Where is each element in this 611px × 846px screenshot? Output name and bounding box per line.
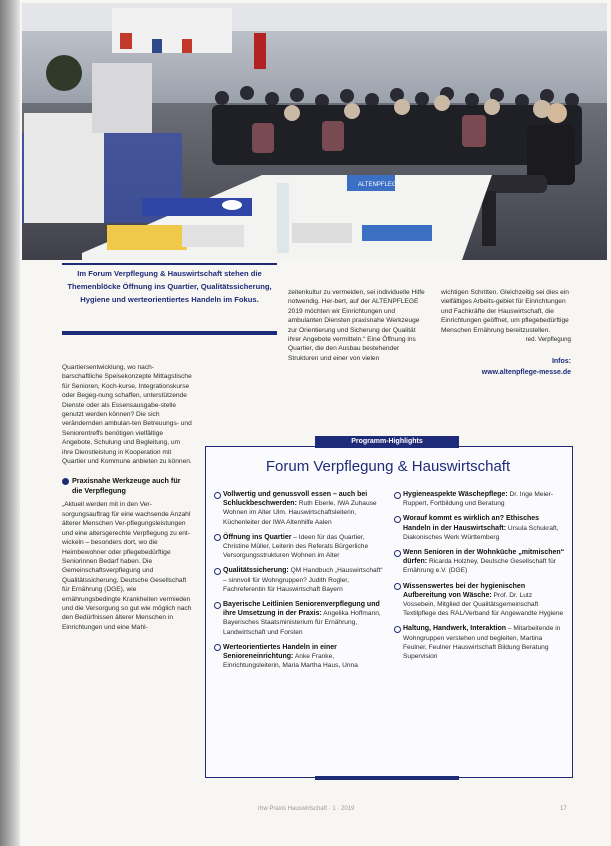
- highlight-title: Werteorientiertes Handeln in einer Senioreneinrichtung:: [223, 643, 337, 661]
- highlight-title: Qualitätssicherung:: [223, 567, 289, 575]
- article-column-3: [441, 288, 571, 378]
- highlight-title: Wissenswertes bei der hygienischen Aufbereitung von Wäsche:: [403, 582, 526, 599]
- highlight-title: Haltung, Handwerk, Interaktion: [403, 625, 507, 633]
- highlights-title: Forum Verpflegung & Hauswirtschaft: [265, 458, 511, 475]
- highlight-text: Dr. Inge Meier-Ruppert, Fortbildung und Beratung: [403, 491, 554, 508]
- highlight-text: Ricarda Holzhey, Deutsche Gesellschaft für Ernährung e.V. (DGE): [403, 558, 556, 575]
- highlight-title: Vollwertig und genussvoll essen – auch bei Schluckbeschwerden:: [223, 491, 368, 508]
- caption-rule-bottom: [62, 331, 277, 335]
- event-photo-illustration: [22, 3, 607, 260]
- caption-rule-top: [62, 263, 277, 265]
- highlights-list-left: [214, 490, 384, 676]
- highlights-list-right: [394, 490, 566, 667]
- article-paragraph: Quartiersentwicklung, wo nach-barschaftliche Speisekonzepte Mittagstische für Senioren, Koch-kurse, Integrationskurse oder Begeg-nung schaffen, unterstützende Dienste oder als Essensausgabe-stelle genutzt werden können? Die sich verändernden ambulan-ten Betreuungs- und Seniorentreffs benötigen vielfältige Angebote, Schulung und Begleitung, um ihre Dienstleistung in Kooperation mit Quartier und Kommune anbieten zu können.: [62, 364, 192, 466]
- info-url-link[interactable]: www.altenpflege-messe.de: [481, 369, 571, 377]
- highlight-item: [394, 490, 566, 508]
- highlight-item: [394, 582, 566, 619]
- article-subheading: Praxisnahe Werkzeuge auch für die Verpflegung: [62, 476, 192, 496]
- highlight-item: [394, 514, 566, 542]
- highlight-item: [214, 566, 384, 594]
- author-signature: red. Verpflegung: [525, 336, 571, 344]
- highlight-item: [214, 600, 384, 637]
- info-label: Infos:: [551, 358, 571, 366]
- highlights-bottom-bar: [315, 776, 459, 780]
- highlight-text: – Ideen für das Quartier, Christine Müller, Leiterin des Referats Bürgerliche Versorgungsstrukturen Wohnen im Alter: [223, 533, 369, 560]
- page-number: 17: [560, 806, 567, 812]
- highlight-title: Worauf kommt es wirklich an? Ethisches Handeln in der Hauswirtschaft:: [403, 515, 540, 532]
- highlight-text: Prof. Dr. Lutz Vossebein, Mitglied der Qualitätsgemeinschaft Textilpflege des RAL/Verband für Angewandte Hygiene: [403, 591, 564, 618]
- page-footer: [0, 806, 611, 820]
- highlight-text: Ruth Eberle, IWA Zuhause Wohnen im Alter Ulm. Hauswirtschaftsleiterin, Küchenleiter der IWA Altenhilfe Aalen: [223, 500, 377, 526]
- photo-sign-text: ALTENPFLEGE: [358, 182, 401, 188]
- article-column-1: [62, 363, 192, 632]
- highlight-title: Hygieneaspekte Wäschepflege:: [403, 491, 508, 498]
- footer-magazine: rhw Praxis Hauswirtschaft · 1 · 2019: [258, 806, 355, 812]
- highlight-text: – Mitarbeitende in Wohngruppen verstehen und begleiten, Martina Feulner, Feulner Hauswirtschaft Bildung Beratung Supervision: [403, 625, 561, 661]
- article-column-2: [288, 288, 426, 363]
- highlight-text: Anke Franke, Einrichtungsleiterin, Maria Martha Haus, Unna: [223, 653, 358, 670]
- highlight-item: [394, 624, 566, 661]
- highlight-item: [214, 533, 384, 561]
- article-paragraph: „Aktuell werden mit in den Ver-sorgungsauftrag für eine wachsende Anzahl älterer Menschen Ver-pflegungsleistungen und eine altersgerechte Verpflegung zu ent-wickeln – besonders dort, wo die Heimbewohner oder pflegebedürftige Seniorinnen Bedarf haben. Die Gemeinschaftsverpflegung und Qualitätssicherung, Deutsche Gesellschaft für Ernährung (DGE), wie ernährungsbedingte Krankheiten vermieden und die Versorgung so gut wie möglich nach den Bedürfnissen älterer Menschen in Einrichtungen und eine Mahl-: [62, 501, 192, 631]
- highlight-title: Wenn Senioren in der Wohnküche „mitmischen“ dürfen:: [403, 549, 565, 566]
- highlight-text: QM Handbuch „Hauswirtschaft“ – sinnvoll für Wohngruppen? Judith Rogler, Fachreferentin für Hauswirtschaft Bayern: [223, 567, 383, 593]
- highlight-text: Angelika Hoffmann, Bayerisches Staatsministerium für Ernährung, Landwirtschaft und Forsten: [223, 610, 381, 636]
- highlight-item: [214, 490, 384, 527]
- article-paragraph: wichtigen Schritten. Gleichzeitig sei dies ein vielfältiges Arbeits-gebiet für Einrichtungen und Fachkräfte der Hauswirtschaft, die Einrichtungen geöffnet, um pflegebedürftige Menschen Ernährung bereitzustellen.: [441, 289, 569, 334]
- page-spine-shadow: [0, 0, 20, 846]
- highlight-title: Bayerische Leitlinien Seniorenverpflegung und ihre Umsetzung in der Praxis:: [223, 601, 380, 618]
- highlight-item: [214, 643, 384, 671]
- info-block: [441, 356, 571, 378]
- highlight-text: Ursula Schukraft, Diakonisches Werk Württemberg: [403, 524, 559, 541]
- photo-caption: Im Forum Verpflegung & Hauswirtschaft stehen die Themenblöcke Öffnung ins Quartier, Qualitätssicherung, Hygiene und werteorientiertes Handeln im Fokus.: [67, 269, 272, 304]
- highlight-title: Öffnung ins Quartier: [223, 533, 292, 541]
- article-paragraph: zeitenkultur zu vermeiden, sei individuelle Hilfe notwendig. Her-bert, auf der ALTENPFLEGE 2019 möchten wir Einrichtungen und ambulanten Diensten praxisnahe Werkzeuge zur Orientierung und Sicherung der Qualität ihrer Angebote vermitteln.“ Eine Öffnung ins Quartier, die den Ausbau bestehender Strukturen und einer von vielen: [288, 289, 425, 362]
- event-photo: [22, 3, 607, 260]
- highlights-tag: Programm-Highlights: [315, 436, 459, 448]
- highlight-item: [394, 548, 566, 576]
